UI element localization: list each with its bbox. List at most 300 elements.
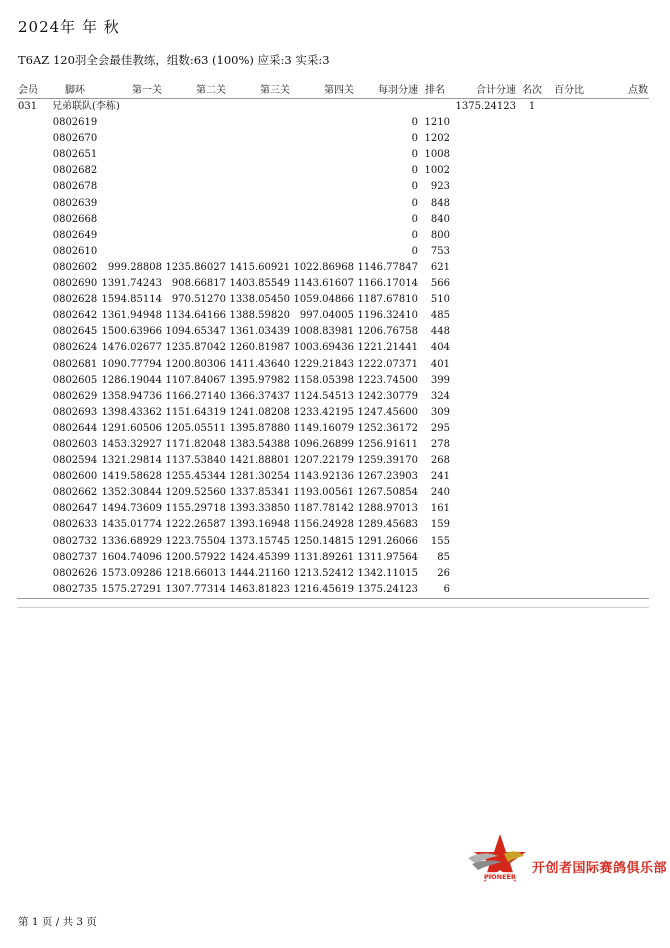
cell-member: [17, 324, 51, 340]
cell-total-speed: [451, 260, 517, 276]
cell-stage-3: 1338.05450: [229, 294, 290, 306]
cell-stage-2: 970.51270: [171, 294, 226, 306]
cell-points: [591, 550, 649, 566]
cell-percent: [547, 357, 591, 373]
cell-stage-1: 1352.30844: [101, 487, 162, 499]
table-row: [17, 517, 649, 533]
cell-place: [517, 147, 547, 163]
col-place: 名次: [517, 83, 547, 99]
star-logo-icon: [464, 832, 534, 888]
table-row: [17, 244, 649, 260]
table-row: [17, 196, 649, 212]
cell-place: [517, 453, 547, 469]
cell-avg-speed: 0: [411, 229, 418, 241]
cell-stage-4: [291, 131, 355, 147]
cell-ring: 0802735: [51, 582, 99, 599]
cell-avg-speed: 1267.50854: [357, 487, 418, 499]
cell-stage-2: 1307.77314: [163, 582, 227, 599]
cell-stage-1: 1419.58628: [101, 471, 162, 483]
cell-stage-1: 1573.09286: [101, 567, 162, 579]
cell-percent: [547, 373, 591, 389]
cell-stage-1: [99, 163, 163, 179]
cell-stage-2: [163, 212, 227, 228]
cell-total-speed: [451, 228, 517, 244]
cell-total-speed: [451, 389, 517, 405]
cell-total-speed: [451, 340, 517, 356]
cell-avg-speed: 1222.07371: [357, 358, 418, 370]
cell-avg-speed: 1252.36172: [357, 422, 418, 434]
cell-member: [17, 437, 51, 453]
cell-ring: 0802651: [52, 149, 98, 161]
cell-points: [591, 212, 649, 228]
cell-total-speed: [451, 196, 517, 212]
cell-stage-1: [99, 196, 163, 212]
cell-rank: 800: [430, 229, 450, 241]
cell-rank: 26: [437, 567, 450, 579]
cell-ring: 0802732: [52, 535, 98, 547]
cell-total-speed: [451, 357, 517, 373]
table-row: [17, 115, 649, 131]
col-stage-1: 第一关: [99, 83, 163, 99]
cell-place: [517, 163, 547, 179]
cell-stage-2: [163, 179, 227, 195]
cell-stage-2: 1200.57922: [165, 551, 226, 563]
table-row: [17, 308, 649, 324]
cell-ring: 0802633: [52, 519, 98, 531]
cell-stage-3: 1337.85341: [229, 487, 290, 499]
cell-stage-3: 1241.08208: [229, 406, 290, 418]
cell-place: [517, 260, 547, 276]
cell-stage-2: 1094.65347: [165, 326, 226, 338]
cell-ring: 0802639: [52, 197, 98, 209]
cell-total-speed: [451, 163, 517, 179]
cell-stage-3: [227, 212, 291, 228]
cell-stage-3: 1395.87880: [229, 422, 290, 434]
cell-member: [17, 179, 51, 195]
member-total-speed: 1375.24123: [455, 101, 516, 112]
table-row: [17, 373, 649, 389]
cell-percent: [547, 196, 591, 212]
cell-ring: 0802662: [52, 487, 98, 499]
cell-place: [517, 373, 547, 389]
cell-percent: [547, 163, 591, 179]
cell-ring: 0802628: [52, 294, 98, 306]
cell-stage-2: [163, 115, 227, 131]
cell-rank: 309: [430, 406, 450, 418]
cell-stage-1: 1358.94736: [101, 390, 162, 402]
cell-ring: 0802629: [52, 390, 98, 402]
cell-place: [517, 582, 547, 599]
cell-percent: [547, 421, 591, 437]
cell-stage-3: 1403.85549: [229, 278, 290, 290]
cell-points: [591, 582, 649, 599]
cell-rank: 566: [430, 278, 450, 290]
cell-stage-1: 1391.74243: [101, 278, 162, 290]
cell-stage-2: 1209.52560: [165, 487, 226, 499]
cell-stage-4: 1149.16079: [293, 422, 354, 434]
cell-points: [591, 228, 649, 244]
cell-ring: 0802610: [52, 245, 98, 257]
cell-total-speed: [451, 469, 517, 485]
cell-points: [591, 147, 649, 163]
col-stage-4: 第四关: [291, 83, 355, 99]
cell-stage-3: [227, 228, 291, 244]
table-row: [17, 357, 649, 373]
cell-stage-1: 1291.60506: [101, 422, 162, 434]
cell-rank: 848: [430, 197, 450, 209]
cell-ring: 0802670: [52, 133, 98, 145]
cell-stage-2: 1166.27140: [165, 390, 226, 402]
col-points: 点数: [591, 83, 649, 99]
cell-avg-speed: 1375.24123: [355, 582, 419, 599]
cell-stage-1: 1361.94948: [101, 310, 162, 322]
cell-member: [17, 212, 51, 228]
cell-avg-speed: 1206.76758: [357, 326, 418, 338]
cell-rank: 268: [430, 455, 450, 467]
cell-stage-4: [291, 163, 355, 179]
cell-rank: 240: [430, 487, 450, 499]
cell-ring: 0802682: [52, 165, 98, 177]
cell-place: [517, 131, 547, 147]
table-row: [17, 501, 649, 517]
cell-total-speed: [451, 550, 517, 566]
cell-stage-1: 999.28808: [107, 261, 162, 273]
cell-stage-2: [163, 244, 227, 260]
cell-percent: [547, 115, 591, 131]
cell-member: [17, 357, 51, 373]
table-row: [17, 179, 649, 195]
cell-member: [17, 582, 51, 599]
cell-points: [591, 389, 649, 405]
table-row: [17, 421, 649, 437]
cell-stage-4: 1207.22179: [293, 455, 354, 467]
cell-place: [517, 517, 547, 533]
cell-stage-3: 1281.30254: [229, 471, 290, 483]
cell-stage-2: [163, 196, 227, 212]
cell-avg-speed: 1166.17014: [357, 278, 418, 290]
cell-stage-1: [99, 212, 163, 228]
cell-total-speed: [451, 115, 517, 131]
cell-points: [591, 131, 649, 147]
table-row: [17, 292, 649, 308]
cell-total-speed: [451, 421, 517, 437]
cell-place: [517, 179, 547, 195]
cell-place: [517, 276, 547, 292]
cell-points: [591, 276, 649, 292]
cell-stage-2: [163, 147, 227, 163]
cell-percent: [547, 324, 591, 340]
cell-stage-2: 1107.84067: [165, 374, 226, 386]
cell-ring: 0802619: [52, 117, 98, 129]
cell-member: [17, 228, 51, 244]
cell-percent: [547, 340, 591, 356]
cell-member: [17, 405, 51, 421]
cell-place: [517, 550, 547, 566]
cell-rank: 621: [430, 261, 450, 273]
member-id: 031: [18, 101, 38, 112]
cell-percent: [547, 534, 591, 550]
cell-ring: 0802649: [52, 229, 98, 241]
cell-rank: 840: [430, 213, 450, 225]
cell-place: [517, 421, 547, 437]
logo-badge-text: PIONEER: [483, 873, 517, 881]
col-stage-2: 第二关: [163, 83, 227, 99]
cell-stage-4: 1059.04866: [293, 294, 354, 306]
cell-total-speed: [451, 517, 517, 533]
cell-rank: 161: [430, 503, 450, 515]
col-stage-3: 第三关: [227, 83, 291, 99]
cell-stage-3: 1366.37437: [229, 390, 290, 402]
cell-total-speed: [451, 308, 517, 324]
cell-total-speed: [451, 179, 517, 195]
cell-member: [17, 131, 51, 147]
cell-avg-speed: 0: [411, 181, 418, 193]
table-row: [17, 437, 649, 453]
cell-stage-1: 1336.68929: [101, 535, 162, 547]
cell-stage-1: 1476.02677: [101, 342, 162, 354]
cell-points: [591, 115, 649, 131]
cell-rank: 155: [430, 535, 450, 547]
col-percent: 百分比: [547, 83, 591, 99]
cell-place: [517, 534, 547, 550]
table-row: [17, 534, 649, 550]
cell-stage-4: [291, 244, 355, 260]
cell-stage-2: 1151.64319: [165, 406, 226, 418]
cell-total-speed: [451, 501, 517, 517]
cell-stage-3: [227, 196, 291, 212]
cell-percent: [547, 260, 591, 276]
table-row: [17, 340, 649, 356]
cell-stage-4: 1216.45619: [291, 582, 355, 599]
results-table: [17, 83, 649, 599]
cell-stage-1: [99, 179, 163, 195]
cell-points: [591, 405, 649, 421]
cell-rank: 295: [430, 422, 450, 434]
cell-stage-3: [227, 131, 291, 147]
table-row: [17, 405, 649, 421]
cell-points: [591, 469, 649, 485]
cell-rank: 6: [419, 582, 451, 599]
cell-stage-2: 1134.64166: [165, 310, 226, 322]
cell-stage-4: 1124.54513: [293, 390, 354, 402]
cell-stage-4: 1187.78142: [293, 503, 354, 515]
table-row: [17, 550, 649, 566]
col-ring: 脚环: [51, 83, 99, 99]
cell-rank: 753: [430, 245, 450, 257]
cell-total-speed: [451, 405, 517, 421]
cell-stage-2: 1200.80306: [165, 358, 226, 370]
col-total-speed: 合计分速: [451, 83, 517, 99]
table-row: [17, 260, 649, 276]
cell-percent: [547, 308, 591, 324]
cell-member: [17, 292, 51, 308]
cell-points: [591, 308, 649, 324]
cell-place: [517, 469, 547, 485]
cell-member: [17, 566, 51, 582]
table-row: [17, 324, 649, 340]
cell-rank: 401: [430, 358, 450, 370]
cell-stage-1: 1494.73609: [101, 503, 162, 515]
cell-points: [591, 260, 649, 276]
cell-avg-speed: 0: [411, 117, 418, 129]
cell-stage-3: 1444.21160: [229, 567, 290, 579]
cell-percent: [547, 469, 591, 485]
col-member: 会员: [17, 83, 51, 99]
cell-stage-3: 1395.97982: [229, 374, 290, 386]
cell-stage-2: 1205.05511: [165, 422, 226, 434]
cell-place: [517, 357, 547, 373]
cell-avg-speed: 0: [411, 197, 418, 209]
table-row: [17, 163, 649, 179]
cell-place: [517, 115, 547, 131]
cell-points: [591, 501, 649, 517]
cell-avg-speed: 0: [411, 149, 418, 161]
cell-stage-3: [227, 147, 291, 163]
cell-place: [517, 244, 547, 260]
cell-rank: 404: [430, 342, 450, 354]
cell-stage-3: 1415.60921: [229, 261, 290, 273]
cell-avg-speed: 1311.97564: [357, 551, 418, 563]
table-row: [17, 485, 649, 501]
cell-member: [17, 389, 51, 405]
cell-stage-2: 1235.86027: [165, 261, 226, 273]
table-row: [17, 131, 649, 147]
member-place: 1: [528, 101, 536, 112]
cell-rank: 399: [430, 374, 450, 386]
cell-stage-1: 1575.27291: [99, 582, 163, 599]
cell-avg-speed: 1291.26066: [357, 535, 418, 547]
cell-percent: [547, 437, 591, 453]
cell-total-speed: [451, 244, 517, 260]
cell-rank: 85: [437, 551, 450, 563]
cell-percent: [547, 276, 591, 292]
cell-stage-4: [291, 228, 355, 244]
cell-percent: [547, 147, 591, 163]
cell-stage-3: [227, 115, 291, 131]
cell-percent: [547, 550, 591, 566]
cell-member: [17, 421, 51, 437]
race-subtitle: T6AZ 120羽全会最佳教练，组数:63 (100%) 应采:3 实采:3: [18, 53, 330, 67]
cell-points: [591, 421, 649, 437]
cell-place: [517, 485, 547, 501]
table-row: [17, 276, 649, 292]
cell-stage-1: 1453.32927: [101, 438, 162, 450]
cell-avg-speed: 1342.11015: [357, 567, 418, 579]
cell-stage-3: 1361.03439: [229, 326, 290, 338]
cell-place: [517, 437, 547, 453]
table-row: [17, 228, 649, 244]
cell-stage-1: 1594.85114: [101, 294, 162, 306]
cell-stage-2: 1218.66013: [165, 567, 226, 579]
cell-stage-4: 1143.92136: [293, 471, 354, 483]
cell-stage-4: 1003.69436: [293, 342, 354, 354]
cell-stage-4: 1229.21843: [293, 358, 354, 370]
bottom-divider: [17, 607, 649, 608]
cell-member: [17, 163, 51, 179]
cell-member: [17, 308, 51, 324]
cell-stage-3: [227, 244, 291, 260]
cell-points: [591, 357, 649, 373]
cell-stage-4: [291, 179, 355, 195]
cell-avg-speed: 1256.91611: [357, 438, 418, 450]
cell-stage-3: 1373.15745: [229, 535, 290, 547]
cell-ring: 0802626: [52, 567, 98, 579]
cell-percent: [547, 485, 591, 501]
cell-points: [591, 437, 649, 453]
cell-member: [17, 373, 51, 389]
cell-total-speed: [451, 276, 517, 292]
cell-ring: 0802602: [52, 261, 98, 273]
col-avg-speed: 每羽分速: [355, 83, 419, 99]
cell-stage-4: 1233.42195: [293, 406, 354, 418]
cell-stage-1: 1604.74096: [101, 551, 162, 563]
cell-percent: [547, 405, 591, 421]
cell-total-speed: [451, 566, 517, 582]
table-row: [17, 147, 649, 163]
cell-avg-speed: 0: [411, 133, 418, 145]
cell-avg-speed: 1247.45600: [357, 406, 418, 418]
cell-avg-speed: 0: [411, 245, 418, 257]
cell-ring: 0802681: [52, 358, 98, 370]
cell-percent: [547, 517, 591, 533]
cell-stage-4: 997.04005: [299, 310, 354, 322]
cell-stage-1: 1090.77794: [101, 358, 162, 370]
cell-stage-1: 1435.01774: [101, 519, 162, 531]
cell-stage-3: 1411.43640: [229, 358, 290, 370]
cell-stage-4: 1193.00561: [293, 487, 354, 499]
cell-member: [17, 517, 51, 533]
cell-rank: 485: [430, 310, 450, 322]
cell-percent: [547, 453, 591, 469]
cell-stage-1: [99, 244, 163, 260]
cell-ring: 0802737: [52, 551, 98, 563]
cell-percent: [547, 501, 591, 517]
cell-ring: 0802647: [52, 503, 98, 515]
cell-avg-speed: 1289.45683: [357, 519, 418, 531]
cell-rank: 923: [430, 181, 450, 193]
cell-total-speed: [451, 212, 517, 228]
cell-ring: 0802668: [52, 213, 98, 225]
cell-stage-2: 1171.82048: [165, 438, 226, 450]
cell-avg-speed: 1146.77847: [357, 261, 418, 273]
cell-member: [17, 147, 51, 163]
cell-stage-2: 1137.53840: [165, 455, 226, 467]
cell-member: [17, 469, 51, 485]
cell-ring: 0802645: [52, 326, 98, 338]
cell-stage-4: 1156.24928: [293, 519, 354, 531]
cell-total-speed: [451, 147, 517, 163]
cell-stage-2: [163, 131, 227, 147]
cell-member: [17, 485, 51, 501]
cell-stage-4: 1022.86968: [293, 261, 354, 273]
cell-stage-4: 1250.14815: [293, 535, 354, 547]
member-points: [591, 99, 649, 116]
cell-avg-speed: 1187.67810: [357, 294, 418, 306]
cell-stage-4: 1158.05398: [293, 374, 354, 386]
page-indicator: 第 1 页 / 共 3 页: [18, 916, 97, 928]
cell-points: [591, 517, 649, 533]
cell-place: [517, 308, 547, 324]
cell-stage-3: [227, 179, 291, 195]
cell-points: [591, 292, 649, 308]
cell-points: [591, 485, 649, 501]
cell-total-speed: [451, 485, 517, 501]
cell-percent: [547, 582, 591, 599]
cell-stage-1: 1398.43362: [101, 406, 162, 418]
cell-stage-4: 1143.61607: [293, 278, 354, 290]
cell-ring: 0802690: [52, 278, 98, 290]
table-row: [17, 566, 649, 582]
